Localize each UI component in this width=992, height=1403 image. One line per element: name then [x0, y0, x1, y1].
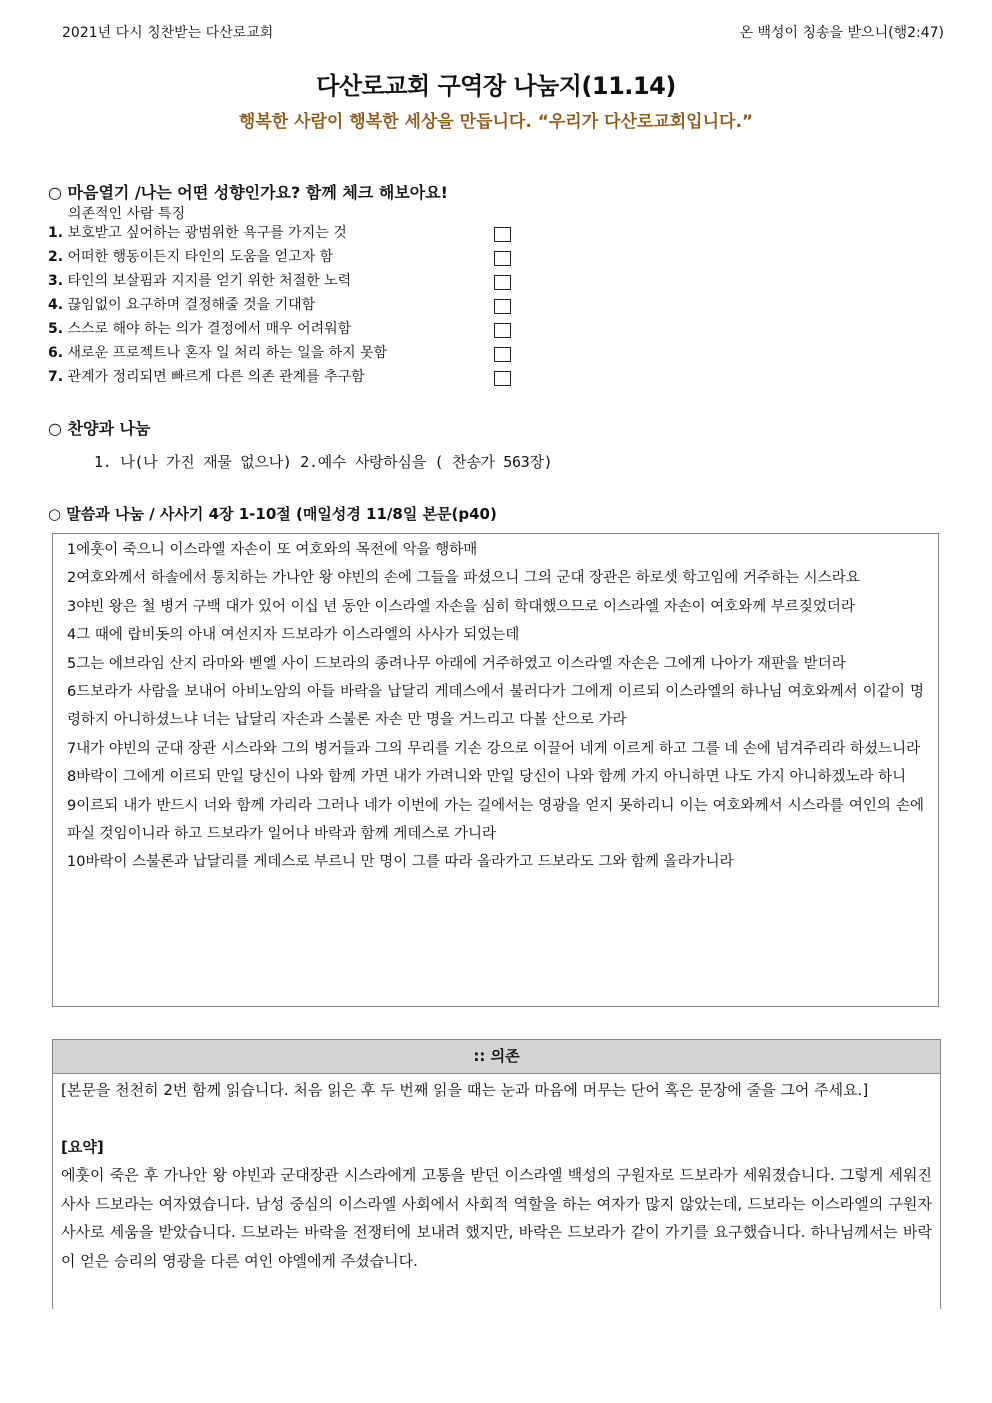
page-title: 다산로교회 구역장 나눔지(11.14)	[316, 72, 676, 100]
checklist	[48, 222, 528, 390]
slogan: 행복한 사람이 행복한 세상을 만듭니다. “우리가 다산로교회입니다.”	[238, 112, 754, 132]
checklist-number: 3.	[48, 273, 64, 289]
checklist-item	[48, 270, 528, 294]
verse: 7내가 야빈의 군대 장관 시스라와 그의 병거들과 그의 무리를 기손 강으로 이끌어 네게 이르게 하고 그를 네 손에 넘겨주리라 하셨느니라	[67, 740, 921, 757]
checklist-text: 새로운 프로젝트나 혼자 일 처리 하는 일을 하지 못함	[67, 345, 388, 361]
section-praise-body: 1. 나(나 가진 재물 없으나) 2.예수 사랑하심을 ( 찬송가 563장)	[94, 453, 553, 471]
checklist-number: 6.	[48, 345, 64, 361]
header-right-text: 온 백성이 칭송을 받으니(행2:47)	[739, 25, 944, 41]
checklist-text: 어떠한 행동이든지 타인의 도움을 얻고자 함	[67, 249, 334, 265]
section-praise-title: ○ 찬양과 나눔	[48, 419, 151, 438]
summary-text: 에훗이 죽은 후 가나안 왕 야빈과 군대장관 시스라에게 고통을 받던 이스라엘 백성의 구원자로 드보라가 세워졌습니다. 그렇게 세워진 사사 드보라는 여자였습니다. 남성 중심의 이스라엘 사회에서 사회적 역할을 하는 여자가 많지 않았는데, 드보라는 이스라엘의 구원자 사사로 세움을 받았습니다. 드보라는 바락을 전쟁터에 보내려 했지만, 바락은 드보라가 같이 가기를 요구했습니다. 하나님께서는 바락이 얻은 승리의 영광을 다른 여인 야엘에게 주셨습니다.	[61, 1166, 932, 1270]
verse: 8바락이 그에게 이르되 만일 당신이 나와 함께 가면 내가 가려니와 만일 당신이 나와 함께 가지 아니하면 나도 가지 아니하겠노라 하니	[67, 769, 907, 786]
scripture-box	[52, 533, 939, 1007]
verse: 5그는 에브라임 산지 라마와 벧엘 사이 드보라의 종려나무 아래에 거주하였고 이스라엘 자손은 그에게 나아가 재판을 받더라	[67, 655, 846, 672]
checkbox[interactable]	[494, 347, 511, 362]
checklist-item	[48, 222, 528, 246]
checkbox[interactable]	[494, 227, 511, 242]
checkbox[interactable]	[494, 371, 511, 386]
checklist-text: 타인의 보살핌과 지지를 얻기 위한 처절한 노력	[67, 273, 352, 289]
header-left-text: 2021년 다시 칭찬받는 다산로교회	[62, 25, 274, 41]
checklist-text: 관계가 정리되면 빠르게 다른 의존 관계를 추구함	[67, 369, 365, 385]
checkbox[interactable]	[494, 275, 511, 290]
checkbox[interactable]	[494, 299, 511, 314]
section-heart-opening-subtitle: 의존적인 사람 특징	[68, 206, 186, 222]
checklist-item	[48, 318, 528, 342]
dependence-instruction: [본문을 천천히 2번 함께 읽습니다. 처음 읽은 후 두 번째 읽을 때는 눈과 마음에 머무는 단어 혹은 문장에 줄을 그어 주세요.]	[61, 1081, 869, 1099]
checklist-number: 7.	[48, 369, 64, 385]
verse: 4그 때에 랍비돗의 아내 여선지자 드보라가 이스라엘의 사사가 되었는데	[67, 627, 520, 644]
verse: 10바락이 스불론과 납달리를 게데스로 부르니 만 명이 그를 따라 올라가고 드보라도 그와 함께 올라가니라	[67, 854, 734, 871]
checklist-item	[48, 294, 528, 318]
checklist-text: 보호받고 싶어하는 광범위한 욕구를 가지는 것	[67, 225, 347, 241]
verse: 2여호와께서 하솔에서 통치하는 가나안 왕 야빈의 손에 그들을 파셨으니 그의 군대 장관은 하로셋 학고임에 거주하는 시스라요	[67, 570, 860, 587]
checklist-number: 2.	[48, 249, 64, 265]
verse: 6드보라가 사람을 보내어 아비노암의 아들 바락을 납달리 게데스에서 불러다가 그에게 이르되 이스라엘의 하나님 여호와께서 이같이 명령하지 아니하셨느냐 너는 납달리 자손과 스불론 자손 만 명을 거느리고 다볼 산으로 가라	[67, 684, 924, 729]
checklist-item	[48, 366, 528, 390]
checklist-number: 4.	[48, 297, 64, 313]
checklist-item	[48, 342, 528, 366]
checklist-number: 5.	[48, 321, 64, 337]
checklist-item	[48, 246, 528, 270]
section-word-title: ○ 말씀과 나눔 / 사사기 4장 1-10절 (매일성경 11/8일 본문(p40)	[48, 505, 497, 523]
checklist-text: 끊임없이 요구하며 결정해줄 것을 기대함	[67, 297, 316, 313]
dependence-body	[53, 1074, 940, 1275]
spacer	[61, 1105, 932, 1133]
verse: 3야빈 왕은 철 병거 구백 대가 있어 이십 년 동안 이스라엘 자손을 심히 학대했으므로 이스라엘 자손이 여호와께 부르짖었더라	[67, 598, 855, 615]
checklist-number: 1.	[48, 225, 64, 241]
verse: 9이르되 내가 반드시 너와 함께 가리라 그러나 네가 이번에 가는 길에서는 영광을 얻지 못하리니 이는 여호와께서 시스라를 여인의 손에 파실 것임이니라 하고 드보라가 일어나 바락과 함께 게데스로 가니라	[67, 797, 924, 843]
checklist-text: 스스로 해야 하는 의가 결정에서 매우 어려워함	[67, 321, 352, 337]
dependence-box	[52, 1039, 941, 1309]
checkbox[interactable]	[494, 251, 511, 266]
summary-label: [요약]	[61, 1137, 104, 1156]
dependence-heading: :: 의존	[53, 1040, 940, 1074]
verse: 1에훗이 죽으니 이스라엘 자손이 또 여호와의 목전에 악을 행하매	[67, 542, 478, 558]
checkbox[interactable]	[494, 323, 511, 338]
section-heart-opening-title: ○ 마음열기 /나는 어떤 성향인가요? 함께 체크 해보아요!	[48, 183, 448, 202]
